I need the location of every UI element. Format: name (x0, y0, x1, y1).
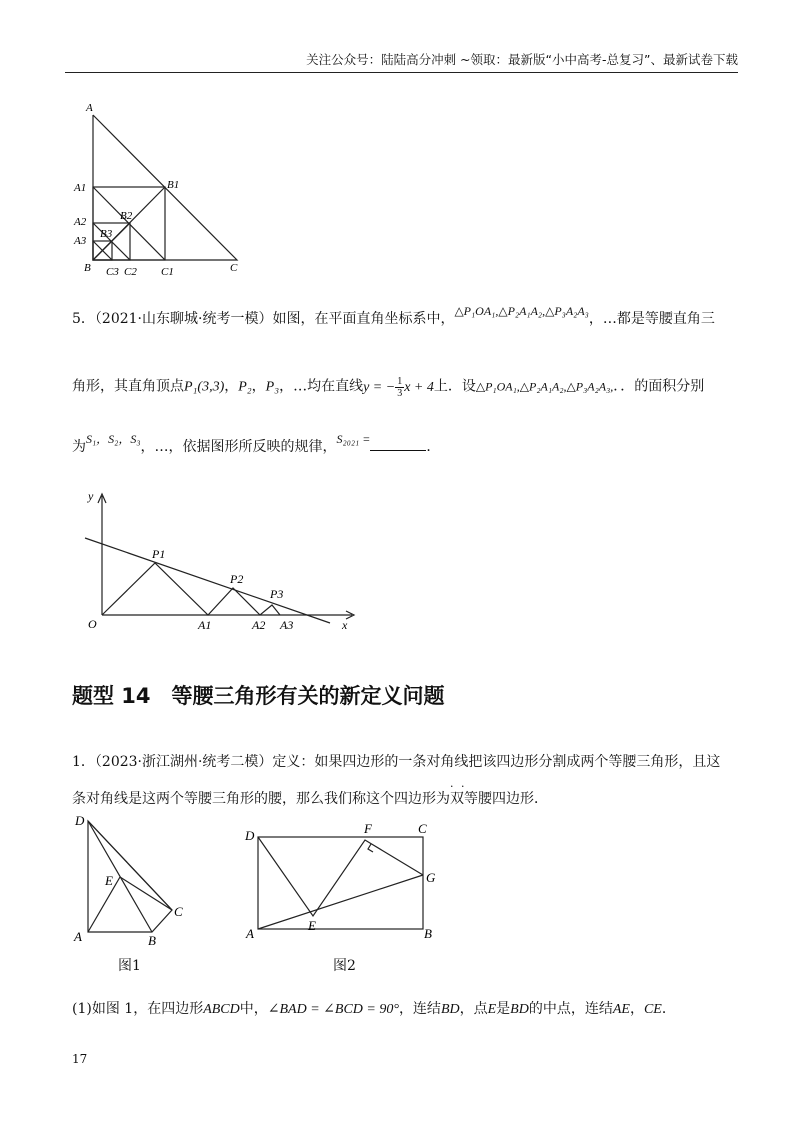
problem1-line3 (72, 1000, 676, 1019)
fig2-label-A: A (246, 926, 254, 941)
problem1-line1: 1．（2023·浙江湖州·统考二模）定义：如果四边形的一条对角线把该四边形分割成两个等腰三角形，且这 (72, 754, 721, 770)
segment-ce: CE (643, 1002, 662, 1017)
label-A2: A2 (74, 216, 87, 228)
label-C2: C2 (124, 266, 137, 278)
figure-1 (70, 813, 200, 948)
figure-2-caption: 图2 (333, 958, 356, 974)
problem5-text: 角形，其直角顶点 (72, 378, 184, 395)
line-equation: y = − $\frac{1}{3}$ x + 4 (363, 376, 434, 399)
fig1-label-B: B (148, 933, 156, 948)
problem5-text: 为 (72, 439, 86, 455)
fig2-label-G: G (426, 870, 436, 885)
label-A2: A2 (252, 618, 266, 632)
problem1-text: 是 (496, 1001, 511, 1017)
point-p1: P₁(3,3) (184, 379, 225, 395)
problem5-source: （2021·山东聊城·统考一模）如图，在平面直角坐标系中， (94, 311, 455, 327)
fig2-label-D: D (245, 828, 255, 843)
fraction: $\frac{1}{3}$ (397, 376, 403, 399)
label-P1: P1 (152, 547, 166, 561)
answer-blank (370, 438, 426, 451)
problem5-line2 (72, 376, 704, 399)
problem1-text: 条对角线是这两个等腰三角形的腰，那么我们称这个四边形为 (72, 791, 450, 807)
segment-bd: BD (510, 1002, 529, 1017)
point-p3: P₃ (265, 379, 280, 395)
axis-x-label: x (342, 618, 348, 632)
problem1-text: ． (661, 1001, 676, 1017)
problem5-text: ， (224, 378, 239, 395)
problem1-text: 中， (239, 1001, 268, 1017)
segment-bd: BD (440, 1002, 460, 1017)
label-A3: A3 (280, 618, 294, 632)
label-A: A (86, 102, 93, 114)
angle-equation: ∠BAD = ∠BCD = 90° (267, 1002, 399, 1017)
page-number: 17 (72, 1052, 88, 1066)
label-P3: P3 (270, 587, 284, 601)
problem1-text: 腰四边形 (478, 791, 534, 807)
label-P2: P2 (230, 572, 244, 586)
segment-ae: AE (612, 1002, 630, 1017)
figure-nested-squares (70, 95, 260, 285)
problem5-triangles2: △P₁OA₁,△P₂A₁A₂,△P₃A₂A₃, (475, 379, 614, 394)
label-A1: A1 (74, 182, 87, 194)
problem1-text: ． (534, 791, 548, 807)
problem1-text: (1)如图 1，在四边形 (72, 1001, 204, 1017)
problem5-number: 5． (72, 311, 95, 327)
label-B2: B2 (120, 210, 133, 222)
problem5-line1 (72, 304, 715, 328)
label-A3: A3 (74, 235, 87, 247)
fig1-label-C: C (174, 904, 183, 919)
problem1-line2 (72, 790, 548, 808)
label-A1: A1 (198, 618, 212, 632)
fig2-label-B: B (424, 926, 432, 941)
fig1-label-E: E (105, 873, 113, 888)
fig2-label-C: C (418, 821, 427, 836)
figure-1-caption: 图1 (118, 958, 141, 974)
term-emphasis: · · 双等 (450, 791, 478, 807)
problem5-text: ， (251, 378, 266, 395)
label-C: C (230, 262, 238, 274)
header-text: 关注公众号：陆陆高分冲刺 ~领取：最新版“小中高考-总复习”、最新试卷下载 (306, 52, 738, 67)
point-e: E (487, 1002, 497, 1017)
label-C1: C1 (161, 266, 174, 278)
fig1-label-D: D (75, 813, 85, 828)
problem1-text: ，点 (459, 1001, 488, 1017)
origin-label: O (88, 617, 97, 631)
problem1-text: ， (629, 1001, 644, 1017)
page-header (65, 0, 738, 73)
problem5-text: ． (426, 439, 441, 455)
area-list: S₁，S₂，S₃ (86, 432, 141, 446)
problem5-text: ．．的面积分别 (613, 378, 705, 395)
quad-abcd: ABCD (203, 1002, 240, 1017)
label-B1: B1 (167, 179, 180, 191)
problem5-triangles: △P₁OA₁,△P₂A₁A₂,△P₃A₂A₃ (454, 304, 589, 318)
problem5-text: ，…均在直线 (279, 378, 364, 395)
figure-2 (240, 820, 450, 945)
fig2-label-F: F (364, 821, 372, 836)
problem1-text: ，连结 (398, 1001, 441, 1017)
problem5-line1-end: ，…都是等腰直角三 (588, 311, 715, 327)
problem5-line3 (72, 432, 441, 456)
section-title: 题型 14 等腰三角形有关的新定义问题 (72, 684, 445, 708)
fig2-label-E: E (308, 918, 316, 933)
area-s2021: S₂₀₂₁ = (336, 432, 371, 446)
fig1-label-A: A (74, 929, 82, 944)
label-C3: C3 (106, 266, 119, 278)
problem5-text: 上．设 (433, 378, 476, 395)
axis-y-label: y (88, 489, 94, 503)
label-B3: B3 (100, 228, 113, 240)
point-p2: P₂ (238, 379, 252, 395)
label-B: B (84, 262, 91, 274)
problem1-text: 的中点，连结 (528, 1001, 613, 1017)
problem5-text: ，…，依据图形所反映的规律， (140, 439, 337, 455)
figure-coordinate-plane (80, 488, 370, 638)
